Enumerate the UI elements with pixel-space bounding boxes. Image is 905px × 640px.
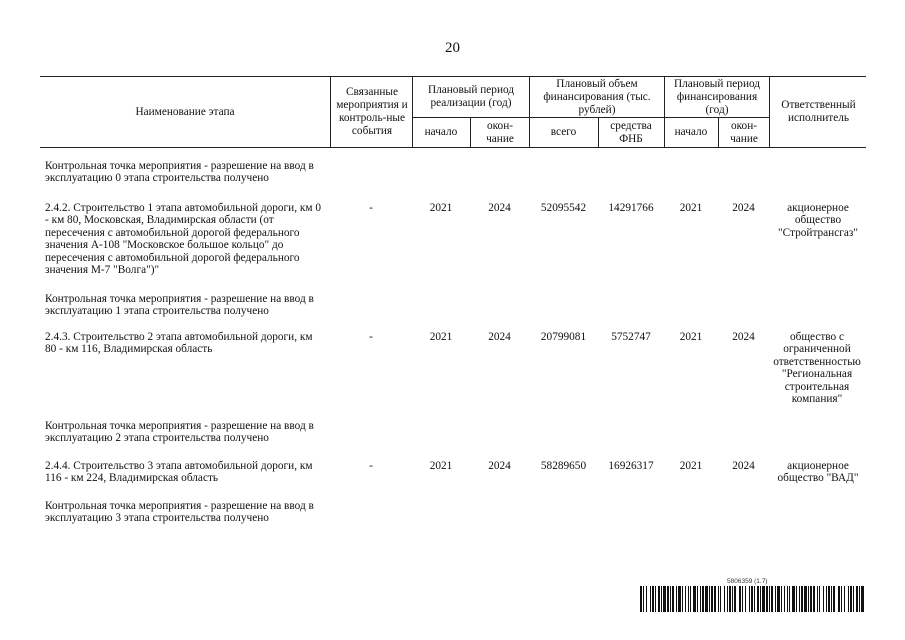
header-plan-volume: Плановый объем финансирования (тыс. рублей) [543, 77, 651, 116]
responsible: акционерное общество "Стройтрансгаз" [778, 202, 858, 239]
stage-name: 2.4.2. Строительство 1 этапа автомобильной дороги, км 0 - км 80, Московская, Владимирская области (от пересечения с автомобильной дорогой федерального значения А-108 "Московское большое кольцо" до пересечения с автомобильной дорогой федерального значения М-7 "Волга")" [45, 202, 321, 277]
fnb-funding: 5752747 [611, 331, 651, 343]
checkpoint-text: Контрольная точка мероприятия - разрешение на ввод в эксплуатацию 1 этапа строительства получено [45, 293, 314, 318]
fin-start: 2021 [679, 202, 703, 214]
responsible: акционерное общество "ВАД" [777, 460, 859, 485]
stage-name: 2.4.3. Строительство 2 этапа автомобильной дороги, км 80 - км 116, Владимирская область [45, 331, 313, 356]
header-plan-period-impl: Плановый период реализации (год) [427, 84, 515, 109]
barcode-label: 5806359 (1.7) [727, 578, 768, 585]
responsible: общество с ограниченной ответственностью "Региональная строительная компания" [773, 331, 861, 406]
fin-end: 2024 [732, 202, 755, 214]
header-fin-start: начало [674, 126, 708, 138]
total-funding: 20799081 [540, 331, 587, 343]
related-events: - [369, 460, 373, 472]
header-impl-end: окон-чание [486, 119, 514, 145]
header-related-events: Связанные мероприятия и контроль-ные события [336, 86, 408, 137]
related-events: - [369, 202, 373, 214]
related-events: - [369, 331, 373, 343]
impl-end: 2024 [488, 202, 511, 214]
impl-start: 2021 [429, 460, 453, 472]
impl-end: 2024 [488, 460, 511, 472]
header-fin-end: окон-чание [730, 119, 758, 145]
total-funding: 58289650 [540, 460, 587, 472]
fnb-funding: 16926317 [608, 460, 654, 472]
header-responsible: Ответственный исполнитель [781, 99, 856, 124]
checkpoint-text: Контрольная точка мероприятия - разрешение на ввод в эксплуатацию 0 этапа строительства получено [45, 160, 314, 185]
impl-start: 2021 [429, 331, 453, 343]
fnb-funding: 14291766 [608, 202, 654, 214]
fin-end: 2024 [732, 460, 755, 472]
checkpoint-text: Контрольная точка мероприятия - разрешение на ввод в эксплуатацию 3 этапа строительства получено [45, 500, 314, 525]
impl-end: 2024 [488, 331, 511, 343]
checkpoint-text: Контрольная точка мероприятия - разрешение на ввод в эксплуатацию 2 этапа строительства получено [45, 420, 314, 445]
stage-name: 2.4.4. Строительство 3 этапа автомобильной дороги, км 116 - км 224, Владимирская область [45, 460, 313, 485]
barcode-image [640, 586, 865, 612]
total-funding: 52095542 [540, 202, 587, 214]
impl-start: 2021 [429, 202, 453, 214]
page-number: 20 [445, 40, 460, 56]
header-impl-start: начало [424, 126, 458, 138]
header-stage-name: Наименование этапа [135, 105, 235, 118]
header-fnb-funds: средства ФНБ [610, 119, 652, 145]
fin-end: 2024 [732, 331, 755, 343]
fin-start: 2021 [679, 331, 703, 343]
fin-start: 2021 [679, 460, 703, 472]
header-total: всего [550, 126, 577, 138]
header-plan-period-fin: Плановый период финансирования (год) [673, 77, 761, 116]
